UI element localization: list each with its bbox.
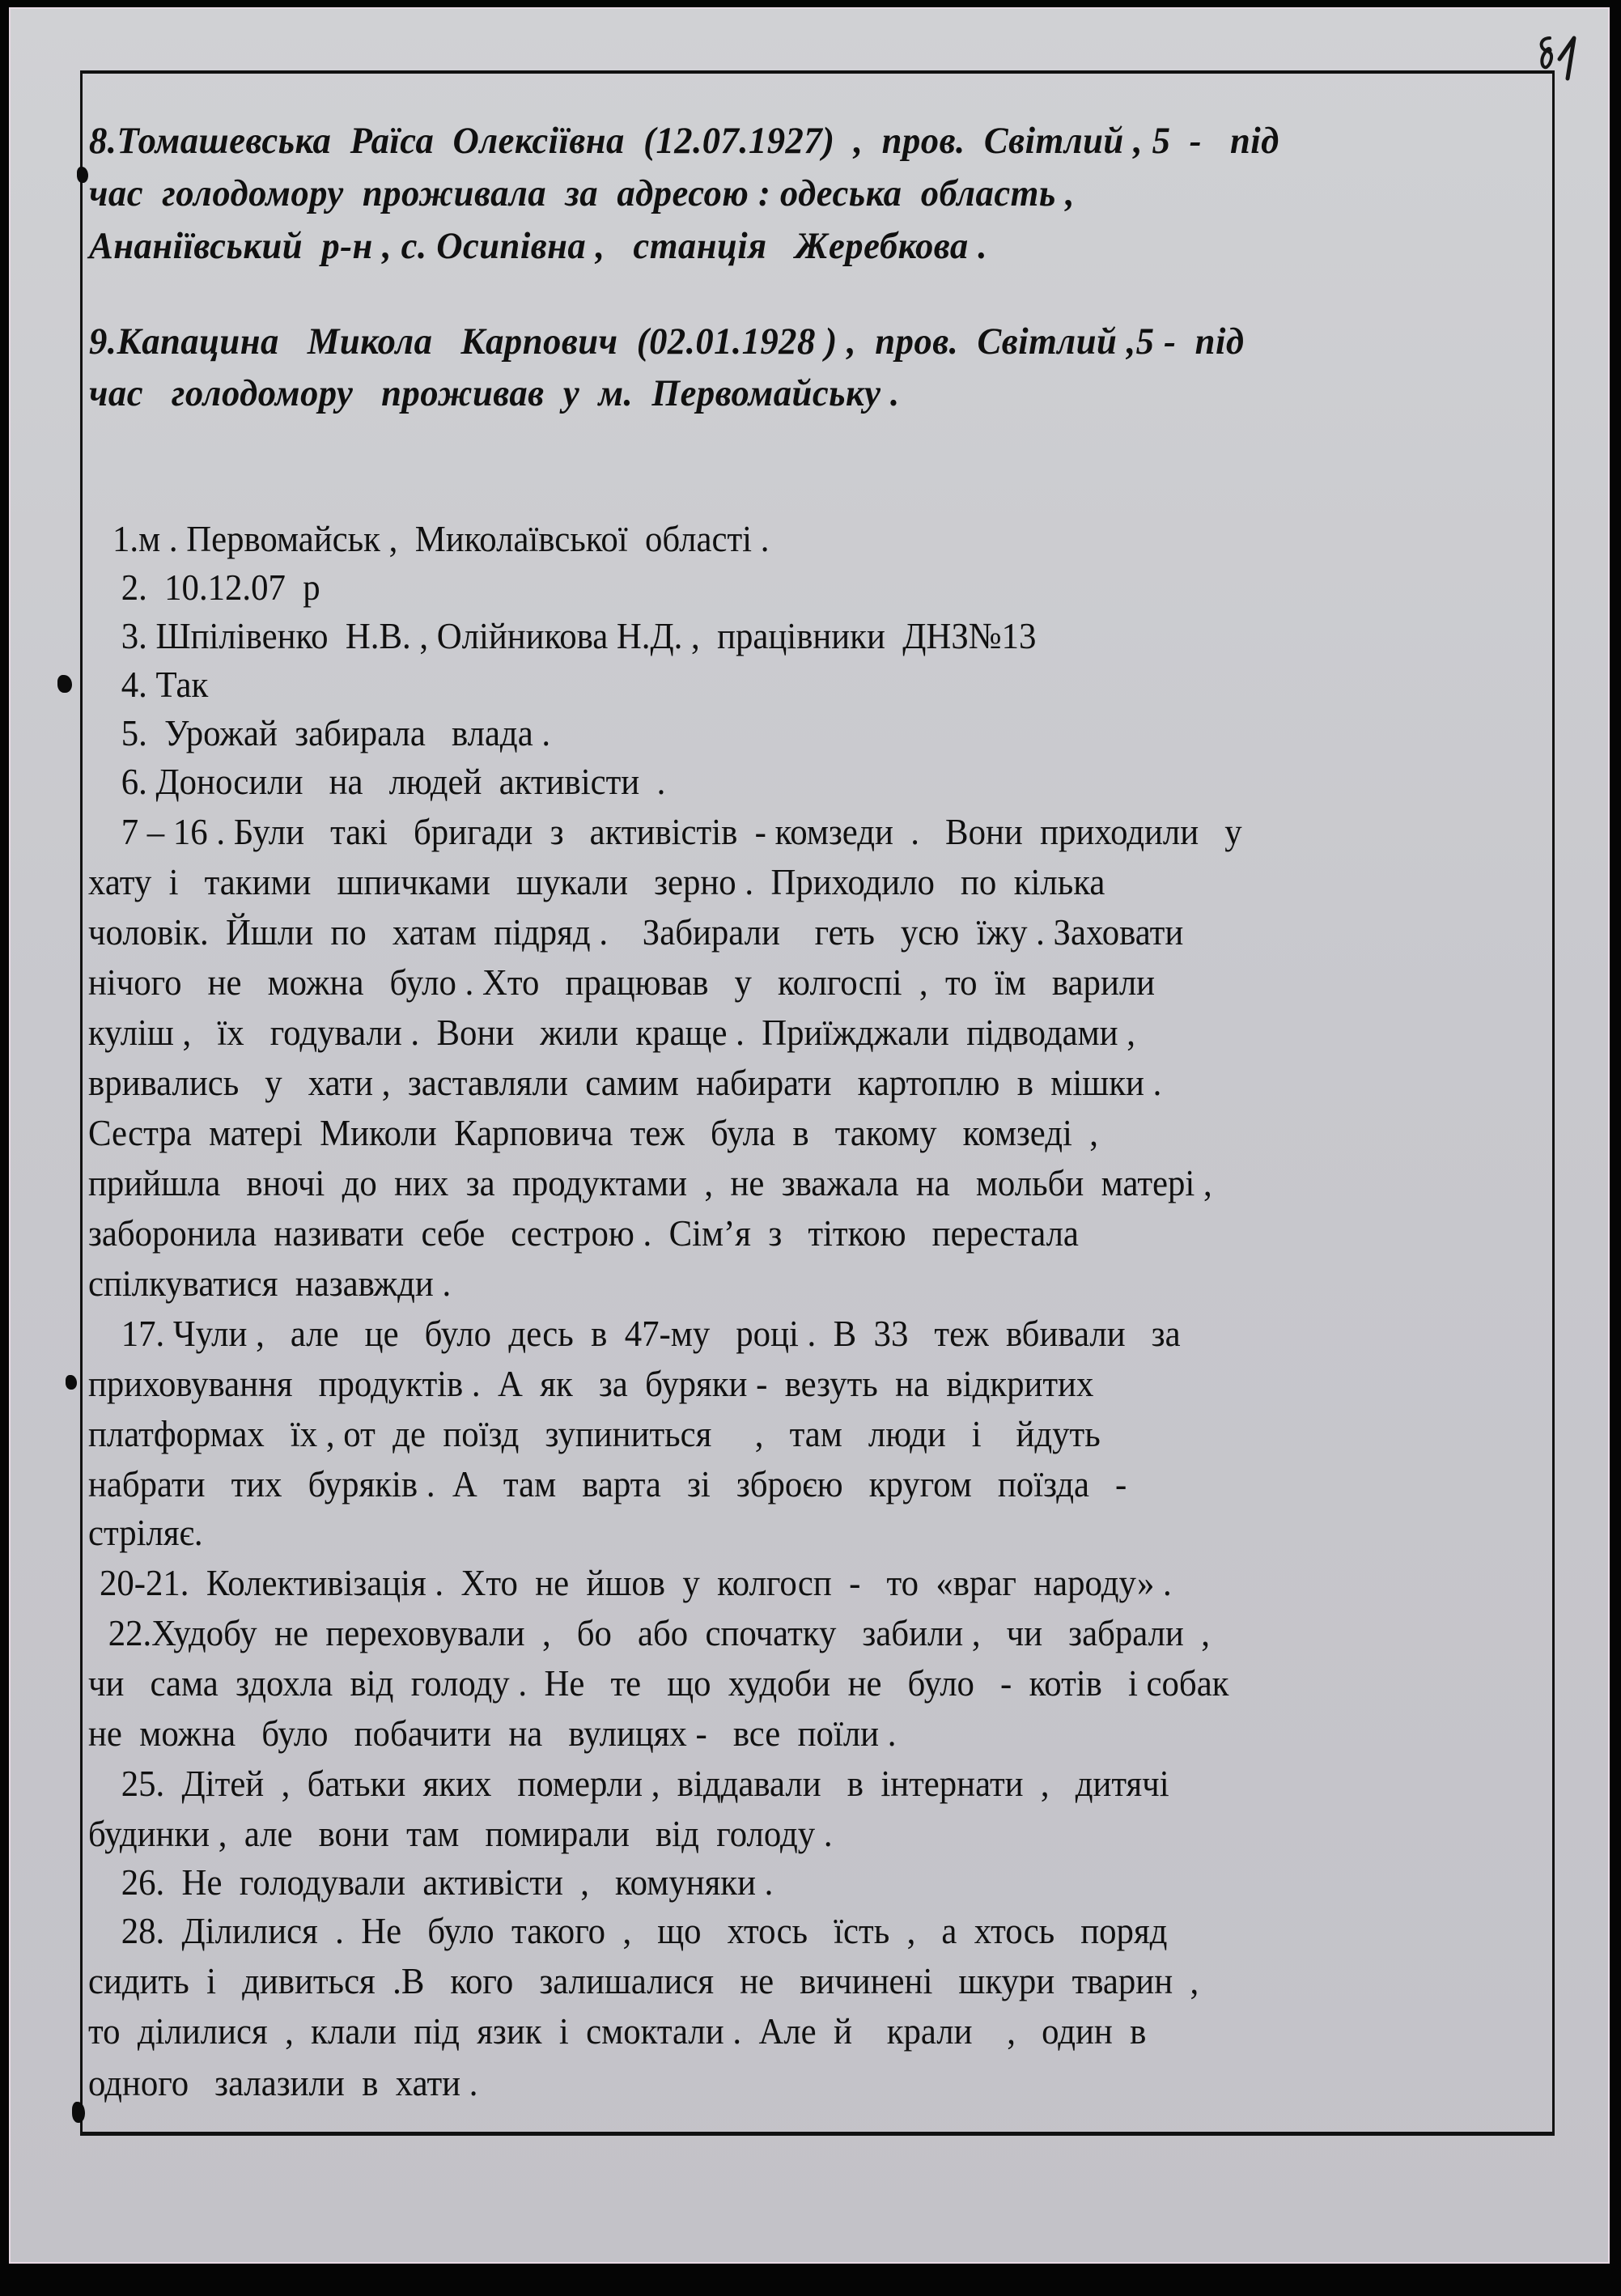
answer-line: 28. Ділилися . Не було такого , що хтось їсть , а хтось поряд xyxy=(112,1910,1168,1951)
answer-line: вривались у хати , заставляли самим набирати картоплю в мішки . xyxy=(88,1062,1162,1103)
entry-9-line-2: час голодомору проживав у м. Первомайську . xyxy=(89,372,900,414)
handwritten-page-number xyxy=(1532,32,1605,88)
answer-line: заборонила називати себе сестрою . Сім’я з тіткою перестала xyxy=(88,1212,1079,1254)
document-page xyxy=(9,7,1610,2264)
answer-line: 4. Так xyxy=(112,664,209,705)
entry-8-line-2: час голодомору проживала за адресою : одеська область , xyxy=(89,172,1076,214)
punch-mark-1 xyxy=(77,167,88,183)
answer-line: 17. Чули , але це було десь в 47-му році . В 33 теж вбивали за xyxy=(112,1313,1181,1354)
answer-line: не можна було побачити на вулицях - все поїли . xyxy=(88,1712,897,1754)
answer-line: то ділилися , клали під язик і смоктали . Але й крали , один в xyxy=(88,2010,1147,2052)
answer-line: приховування продуктів . А як за буряки - везуть на відкритих xyxy=(88,1363,1094,1404)
answer-line: чи сама здохла від голоду . Не те що худоби не було - котів і собак xyxy=(88,1662,1229,1704)
answer-line: сидить і дивиться .В кого залишалися не вичинені шкури тварин , xyxy=(88,1960,1199,2001)
entry-8-line-3: Ананіївський р-н , с. Осипівна , станція Жеребкова . xyxy=(89,225,987,267)
handwritten-81-icon xyxy=(1532,32,1605,88)
answer-line: будинки , але вони там помирали від голоду . xyxy=(88,1813,833,1854)
answer-line: 22.Худобу не переховували , бо або спочатку забили , чи забрали , xyxy=(100,1612,1210,1653)
answer-line: куліш , їх годували . Вони жили краще . Приїжджали підводами , xyxy=(88,1012,1135,1053)
answer-line: чоловік. Йшли по хатам підряд . Забирали геть усю їжу . Заховати xyxy=(88,911,1184,953)
answer-line: 26. Не голодували активісти , комуняки . xyxy=(112,1861,774,1903)
answer-line: прийшла вночі до них за продуктами , не зважала на мольби матері , xyxy=(88,1162,1212,1203)
answer-line: 7 – 16 . Були такі бригади з активістів - комзеди . Вони приходили у xyxy=(112,811,1242,852)
answer-line: нічого не можна було . Хто працював у колгоспі , то їм варили xyxy=(88,961,1156,1003)
answer-line: 1.м . Первомайськ , Миколаївської області . xyxy=(112,518,770,559)
answer-line: спілкуватися назавжди . xyxy=(88,1263,452,1304)
answer-line: 20-21. Колективізація . Хто не йшов у колгосп - то «враг народу» . xyxy=(100,1562,1172,1603)
answer-line: 5. Урожай забирала влада . xyxy=(112,712,551,753)
punch-mark-2 xyxy=(57,675,72,693)
answer-line: стріляє. xyxy=(88,1512,203,1553)
answer-line: 25. Дітей , батьки яких померли , віддавали в інтернати , дитячі xyxy=(112,1763,1169,1804)
entry-9-line-1: 9.Капацина Микола Карпович (02.01.1928 ) , пров. Світлий ,5 - під xyxy=(89,320,1245,363)
punch-mark-4 xyxy=(72,2102,85,2123)
answer-line: 6. Доносили на людей активісти . xyxy=(112,761,666,802)
answer-line: Сестра матері Миколи Карповича теж була в такому комзеді , xyxy=(88,1112,1098,1153)
punch-mark-3 xyxy=(66,1375,77,1390)
answer-line: одного залазили в хати . xyxy=(88,2062,478,2103)
answer-line: 3. Шпілівенко Н.В. , Олійникова Н.Д. , працівники ДНЗ№13 xyxy=(112,615,1037,656)
answer-line: хату і такими шпичками шукали зерно . Приходило по кілька xyxy=(88,861,1105,902)
answer-line: набрати тих буряків . А там варта зі зброєю кругом поїзда - xyxy=(88,1463,1127,1504)
answer-line: 2. 10.12.07 р xyxy=(112,567,320,608)
entry-8-line-1: 8.Томашевська Раїса Олексіївна (12.07.1927) , пров. Світлий , 5 - під xyxy=(89,120,1279,162)
answer-line: платформах їх , от де поїзд зупиниться , там люди і йдуть xyxy=(88,1413,1101,1454)
